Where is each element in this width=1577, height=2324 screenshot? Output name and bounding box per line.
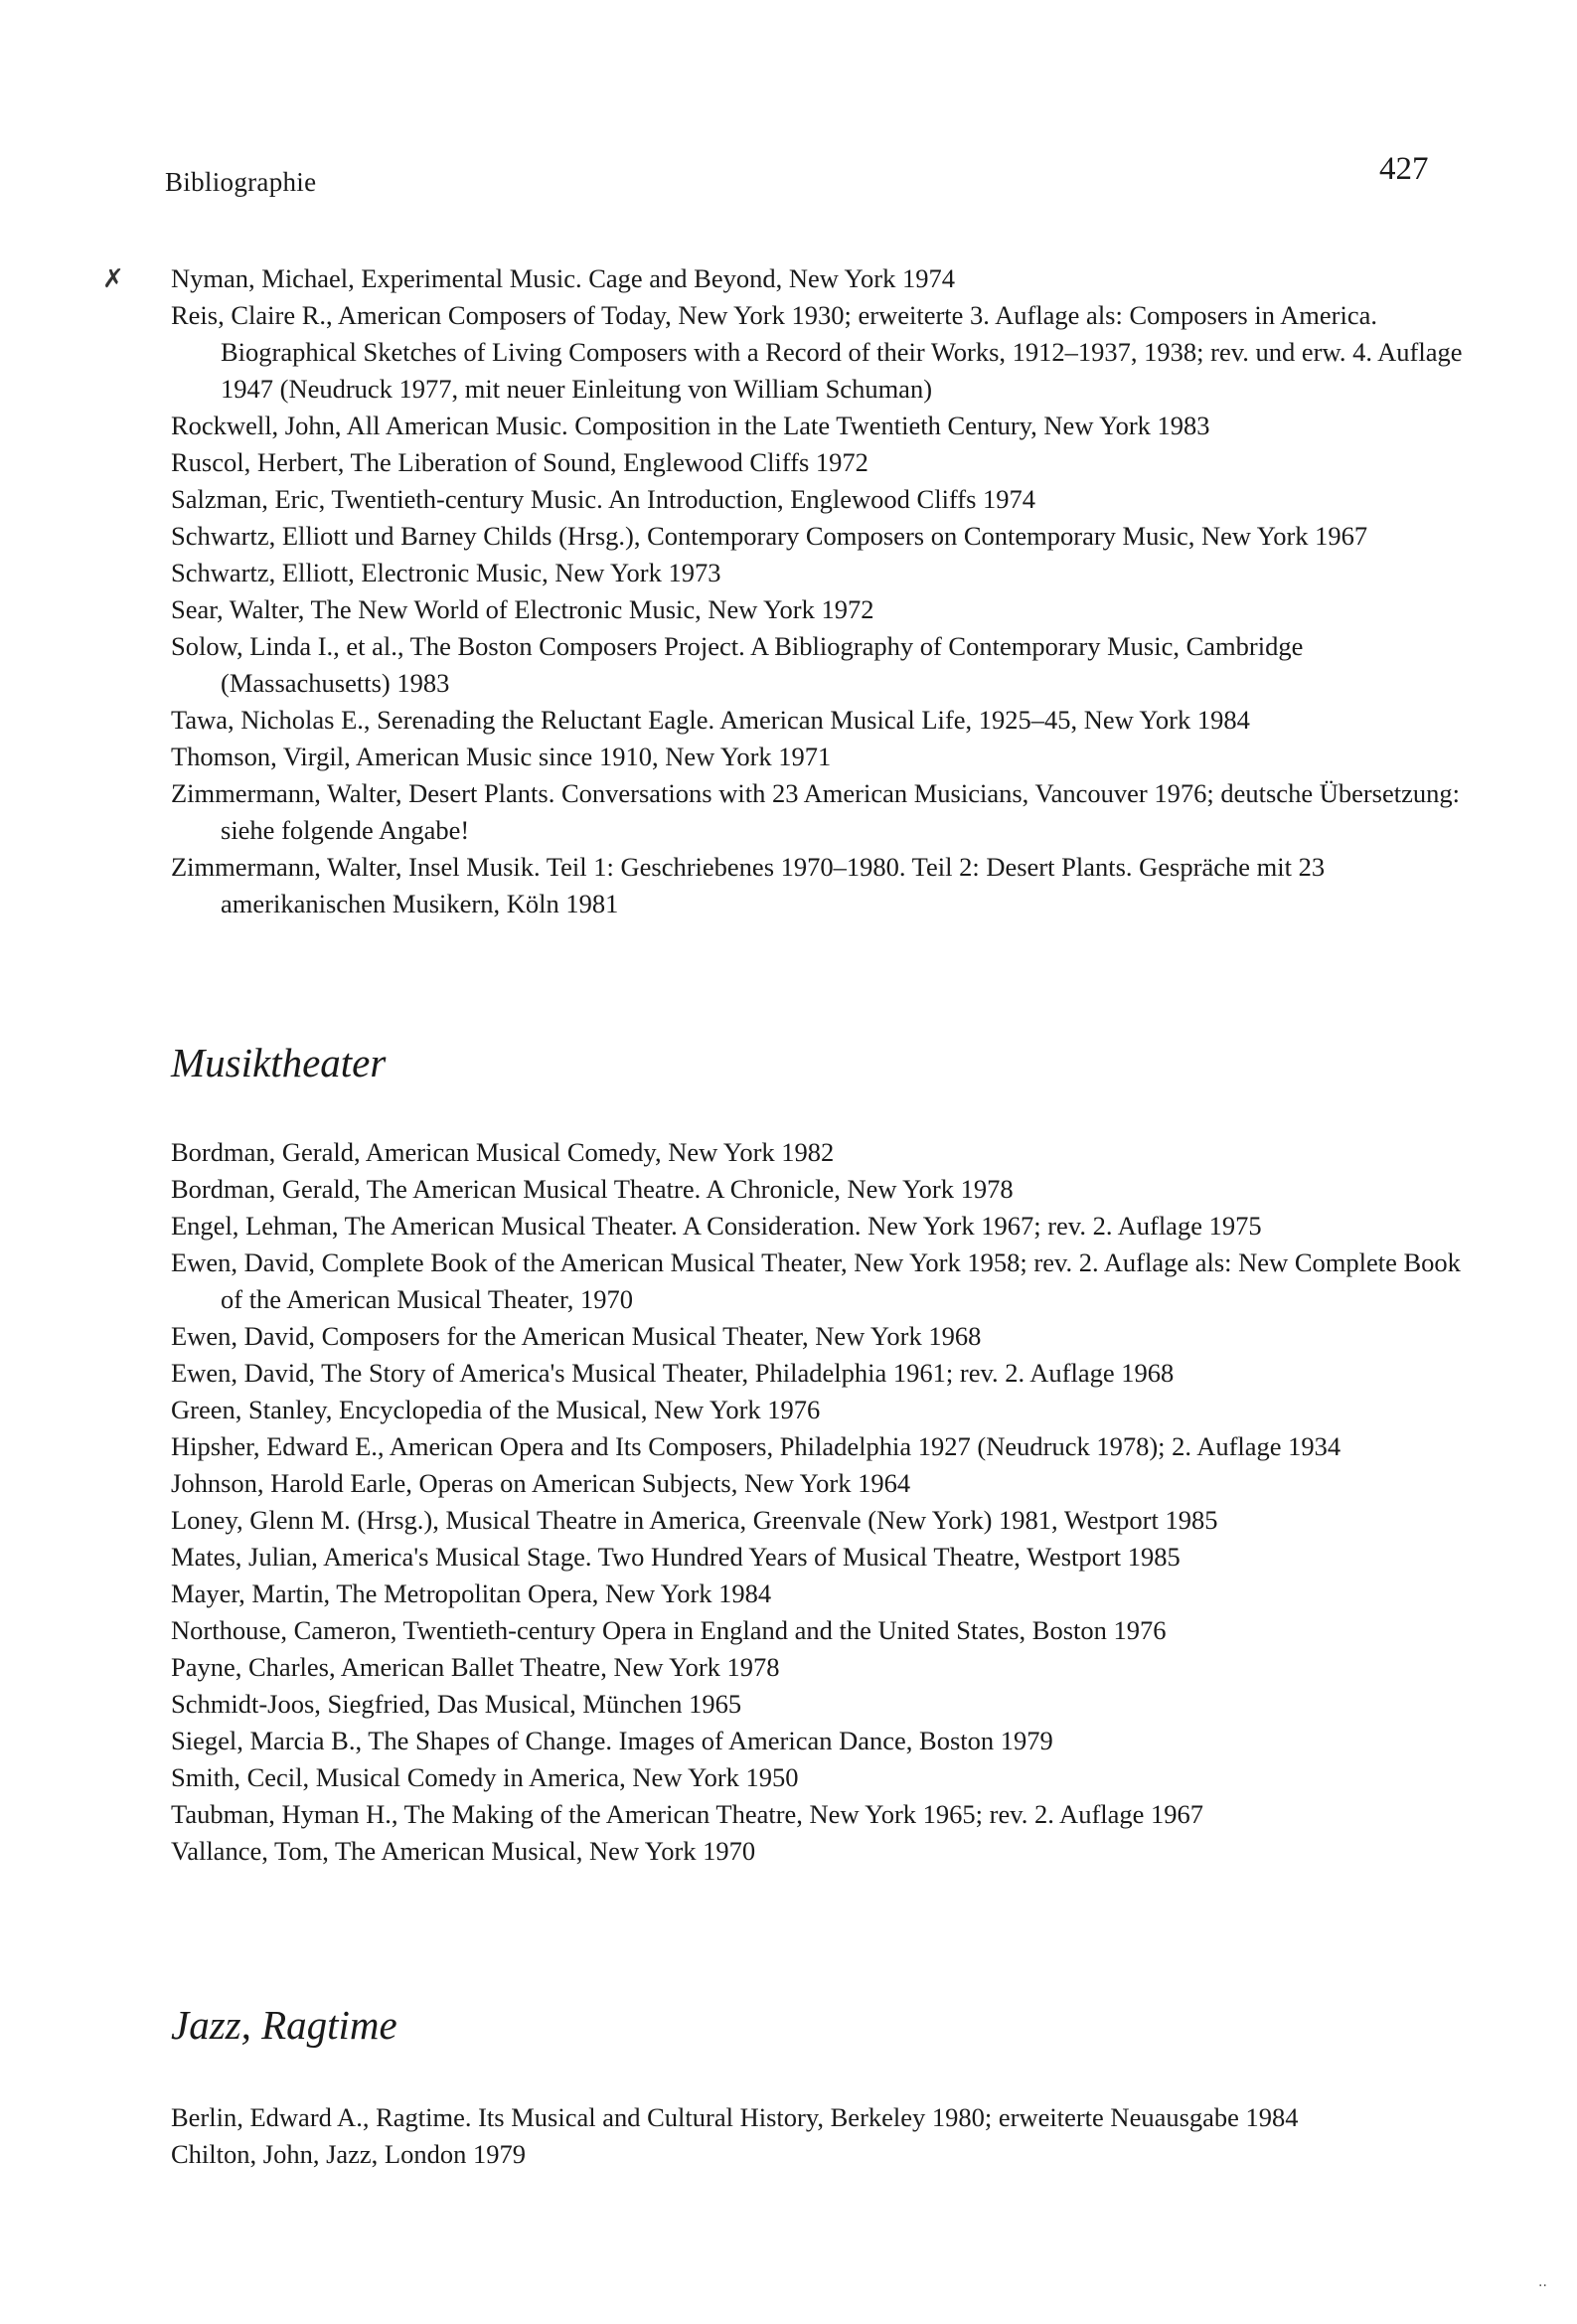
bibliography-entry: Vallance, Tom, The American Musical, New York 1970 (171, 1836, 756, 1866)
bibliography-entry: Engel, Lehman, The American Musical Theater. A Consideration. New York 1967; rev. 2. Auflage 1975 (171, 1211, 1262, 1241)
bibliography-entry: Johnson, Harold Earle, Operas on American Subjects, New York 1964 (171, 1468, 911, 1498)
bibliography-entry: Schmidt-Joos, Siegfried, Das Musical, München 1965 (171, 1689, 742, 1719)
bibliography-entry: Bordman, Gerald, American Musical Comedy, New York 1982 (171, 1137, 835, 1167)
bibliography-entry: Siegel, Marcia B., The Shapes of Change. Images of American Dance, Boston 1979 (171, 1726, 1053, 1755)
bibliography-list-musiktheater (171, 1134, 1463, 1870)
bibliography-entry: Northouse, Cameron, Twentieth-century Opera in England and the United States, Boston 1976 (171, 1615, 1167, 1645)
bibliography-entry: Salzman, Eric, Twentieth-century Music. An Introduction, Englewood Cliffs 1974 (171, 484, 1036, 514)
bibliography-entry: Thomson, Virgil, American Music since 1910, New York 1971 (171, 742, 832, 771)
page-number: 427 (1379, 151, 1429, 187)
bibliography-entry: Smith, Cecil, Musical Comedy in America, New York 1950 (171, 1762, 799, 1792)
bibliography-entry: Mayer, Martin, The Metropolitan Opera, New York 1984 (171, 1578, 772, 1608)
bibliography-entry: Chilton, John, Jazz, London 1979 (171, 2139, 526, 2169)
bibliography-entry: Hipsher, Edward E., American Opera and Its Composers, Philadelphia 1927 (Neudruck 1978); 2. Auflage 1934 (171, 1431, 1341, 1461)
bibliography-entry: Schwartz, Elliott, Electronic Music, New York 1973 (171, 558, 721, 587)
bibliography-entry: Rockwell, John, All American Music. Composition in the Late Twentieth Century, New York 1983 (171, 411, 1210, 440)
section-heading-musiktheater: Musiktheater (171, 1040, 387, 1085)
bibliography-entry: Loney, Glenn M. (Hrsg.), Musical Theatre in America, Greenvale (New York) 1981, Westport 1985 (171, 1505, 1218, 1535)
bibliography-entry: Ewen, David, Complete Book of the American Musical Theater, New York 1958; rev. 2. Auflage als: New Complete Book of the American Musical Theater, 1970 (171, 1247, 1461, 1314)
corner-mark: .. (1538, 2274, 1547, 2290)
bibliography-entry: Tawa, Nicholas E., Serenading the Reluctant Eagle. American Musical Life, 1925–45, New York 1984 (171, 705, 1250, 735)
bibliography-list-continued (171, 260, 1463, 922)
bibliography-entry: Taubman, Hyman H., The Making of the American Theatre, New York 1965; rev. 2. Auflage 1967 (171, 1799, 1204, 1829)
running-head: Bibliographie (165, 167, 317, 197)
bibliography-entry: Zimmermann, Walter, Desert Plants. Conversations with 23 American Musicians, Vancouver 1976; deutsche Übersetzung: siehe folgende Angabe! (171, 778, 1460, 845)
bibliography-entry: Schwartz, Elliott und Barney Childs (Hrsg.), Contemporary Composers on Contemporary Music, New York 1967 (171, 521, 1368, 551)
section-heading-jazz-ragtime: Jazz, Ragtime (171, 2002, 397, 2048)
bibliography-entry: Green, Stanley, Encyclopedia of the Musical, New York 1976 (171, 1395, 821, 1424)
bibliography-entry: Payne, Charles, American Ballet Theatre, New York 1978 (171, 1652, 780, 1682)
margin-check-mark: ✗ (102, 264, 124, 294)
bibliography-entry: Mates, Julian, America's Musical Stage. Two Hundred Years of Musical Theatre, Westport 1985 (171, 1542, 1181, 1572)
bibliography-entry: Ewen, David, Composers for the American Musical Theater, New York 1968 (171, 1321, 982, 1351)
bibliography-entry: Zimmermann, Walter, Insel Musik. Teil 1: Geschriebenes 1970–1980. Teil 2: Desert Plants. Gespräche mit 23 amerikanischen Musikern, Köln 1981 (171, 852, 1326, 918)
bibliography-entry: Ewen, David, The Story of America's Musical Theater, Philadelphia 1961; rev. 2. Auflage 1968 (171, 1358, 1175, 1388)
bibliography-entry: Ruscol, Herbert, The Liberation of Sound, Englewood Cliffs 1972 (171, 447, 868, 477)
bibliography-entry: Berlin, Edward A., Ragtime. Its Musical and Cultural History, Berkeley 1980; erweiterte Neuausgabe 1984 (171, 2102, 1299, 2132)
bibliography-entry: Reis, Claire R., American Composers of Today, New York 1930; erweiterte 3. Auflage als: Composers in America. Biographical Sketches of Living Composers with a Record of their Works, 1912–1937, 1938; rev. und erw. 4. Auflage 1947 (Neudruck 1977, mit neuer Einleitung von William Schuman) (171, 300, 1463, 404)
bibliography-list-jazz (171, 2099, 1463, 2173)
bibliography-entry: Solow, Linda I., et al., The Boston Composers Project. A Bibliography of Contemporary Music, Cambridge (Massachusetts) 1983 (171, 631, 1304, 698)
bibliography-entry: Bordman, Gerald, The American Musical Theatre. A Chronicle, New York 1978 (171, 1174, 1014, 1204)
bibliography-entry: Sear, Walter, The New World of Electronic Music, New York 1972 (171, 594, 874, 624)
bibliography-entry: Nyman, Michael, Experimental Music. Cage and Beyond, New York 1974 (171, 263, 955, 293)
